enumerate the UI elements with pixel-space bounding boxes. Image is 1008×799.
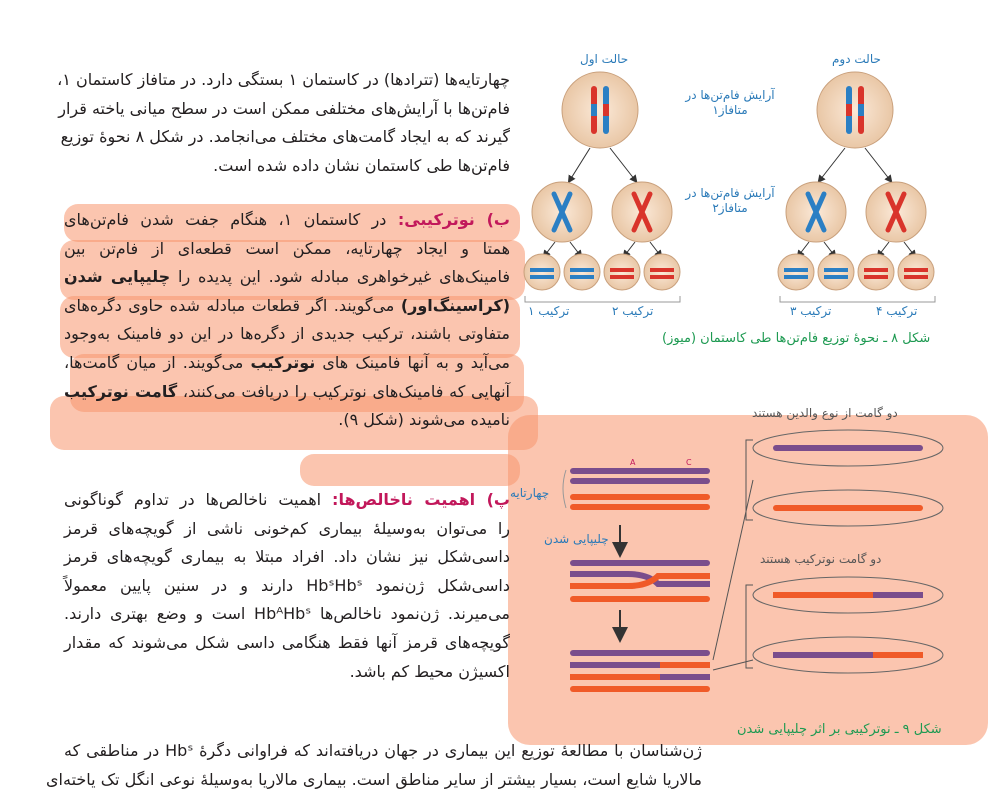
label-tetrad: چهارتایه — [510, 486, 550, 500]
text-line: فام‌تن‌ها با آرایش‌های مختلفی ممکن است در سطح میانی یاخته قرار — [58, 98, 510, 118]
cell — [898, 254, 934, 290]
label-combination-3: ترکیب ۳ — [790, 304, 832, 318]
text-line: داسی‌شکل نیز نشان داد. افراد مبتلا به بیماری گویچه‌های قرمز — [64, 547, 510, 567]
text-line — [64, 486, 510, 515]
cell — [562, 72, 638, 148]
label-combination-2: ترکیب ۲ — [612, 304, 654, 318]
label-combination-1: ترکیب ۱ — [528, 304, 570, 318]
cell — [817, 72, 893, 148]
highlight-mark — [300, 454, 520, 486]
allele-label: C — [686, 458, 692, 467]
key-term: گامت نوترکیب — [64, 381, 178, 401]
text-line — [64, 206, 510, 235]
gamete-recombinant-1 — [753, 577, 943, 613]
cell — [564, 254, 600, 290]
label-state-1: حالت اول — [580, 52, 629, 66]
label-crossing-over: چلیپایی شدن — [544, 532, 609, 546]
cell — [866, 182, 926, 242]
figure-8-caption: شکل ۸ ـ نحوهٔ توزیع فام‌تن‌ها طی کاستمان (میوز) — [662, 331, 931, 346]
text-line: ژن‌شناسان با مطالعهٔ توزیع این بیماری در جهان دریافته‌اند که فراوانی دگرهٔ Hbˢ در مناطقی که — [64, 741, 703, 760]
text-line — [64, 378, 510, 407]
section-heading: ب) نوترکیبی: — [397, 210, 511, 229]
gamete-parental-1 — [753, 430, 943, 466]
key-term: (کراسینگ‌اور) — [400, 295, 511, 315]
section-heterozygotes — [64, 486, 510, 686]
text-line: متفاوتی باشند، ترکیب جدیدی از دگره‌ها در این دو فامینک به‌وجود — [64, 324, 510, 344]
text-line: چهارتایه‌ها (تترادها) در کاستمان ۱ بستگی دارد. در متافاز کاستمان ۱، — [57, 70, 510, 89]
text-line: همتا و ایجاد چهارتایه، ممکن است قطعه‌ای از فام‌تن بین — [64, 238, 510, 258]
crossing-stage — [570, 560, 710, 602]
text-line: اکسیژن محیط کم باشد. — [349, 661, 510, 681]
cell — [612, 182, 672, 242]
cell — [604, 254, 640, 290]
text-line: داسی‌شکل ژن‌نمود HbˢHbˢ دارند و در سنین پایین معمولاً — [64, 575, 510, 595]
bottom-paragraph — [46, 737, 703, 794]
intro-paragraph — [57, 66, 510, 180]
label-state-2: حالت دوم — [832, 52, 881, 66]
text-line: مالاریا شایع است، بسیار بیشتر از سایر مناطق است. بیماری مالاریا به‌وسیلهٔ نوعی انگل تک یاخته‌ای — [46, 769, 702, 789]
cell — [858, 254, 894, 290]
text-line: گیرند که به ایجاد گامت‌های مختلف می‌انجامد. در شکل ۸ نحوهٔ توزیع — [60, 127, 510, 147]
text-span: آنهایی که فامینک‌های نوترکیب را دریافت می‌کنند، — [182, 381, 510, 401]
label-arrangement-2: آرایش فام‌تن‌ها در متافاز۲ — [685, 186, 775, 215]
text-line: می‌میرند. ژن‌نمود ناخالص‌ها HbᴬHbˢ است و وضع بهتری دارند. — [64, 604, 510, 624]
cell — [532, 182, 592, 242]
key-term: چلیپایی شدن — [64, 267, 171, 287]
text-line: گویچه‌های قرمز آنها فقط هنگامی داسی شکل می‌شوند که مقدار — [64, 632, 510, 652]
cell — [786, 182, 846, 242]
allele-label: A — [630, 458, 636, 467]
section-heading: پ) اهمیت ناخالص‌ها: — [332, 490, 510, 509]
figure-9-crossing-over — [508, 400, 988, 745]
text-span: می‌گویند. از میان گامت‌ها، — [64, 352, 244, 372]
after-exchange — [570, 650, 710, 692]
text-line — [64, 349, 510, 378]
text-span: می‌گویند. اگر قطعات مبادله شده حاوی دگره‌های — [64, 295, 395, 315]
figure-9-illustration — [508, 400, 988, 745]
gamete-parental-2 — [753, 490, 943, 526]
cell — [524, 254, 560, 290]
label-recombinant-gametes: دو گامت نوترکیب هستند — [760, 552, 882, 566]
figure-9-caption: شکل ۹ ـ نوترکیبی بر اثر چلیپایی شدن — [737, 722, 942, 737]
text-line: را می‌توان به‌وسیلهٔ بیماری کم‌خونی ناشی از گویچه‌های قرمز — [64, 518, 510, 538]
key-term: نوترکیب — [250, 352, 316, 372]
tetrad — [570, 458, 710, 510]
cell — [644, 254, 680, 290]
text-line — [64, 292, 510, 321]
label-arrangement-1: آرایش فام‌تن‌ها در متافاز۱ — [685, 88, 775, 117]
gamete-recombinant-2 — [753, 637, 943, 673]
text-line: فام‌تن‌ها طی کاستمان نشان داده شده است. — [213, 155, 510, 175]
text-span: فامینک‌های غیرخواهری مبادله شود. این پدیده را — [178, 267, 511, 287]
text-span: اهمیت ناخالص‌ها در تداوم گوناگونی — [64, 490, 322, 509]
figure-8-meiosis — [520, 50, 960, 350]
section-recombination — [64, 206, 510, 435]
text-line: نامیده می‌شوند (شکل ۹). — [338, 410, 510, 430]
label-parental-gametes: دو گامت از نوع والدین هستند — [752, 406, 898, 420]
text-span: می‌آید و به آنها فامینک های — [322, 352, 510, 372]
text-span: در کاستمان ۱، هنگام جفت شدن فام‌تن‌های — [64, 210, 387, 229]
cell — [818, 254, 854, 290]
label-combination-4: ترکیب ۴ — [876, 304, 918, 318]
cell — [778, 254, 814, 290]
text-line — [64, 263, 510, 292]
